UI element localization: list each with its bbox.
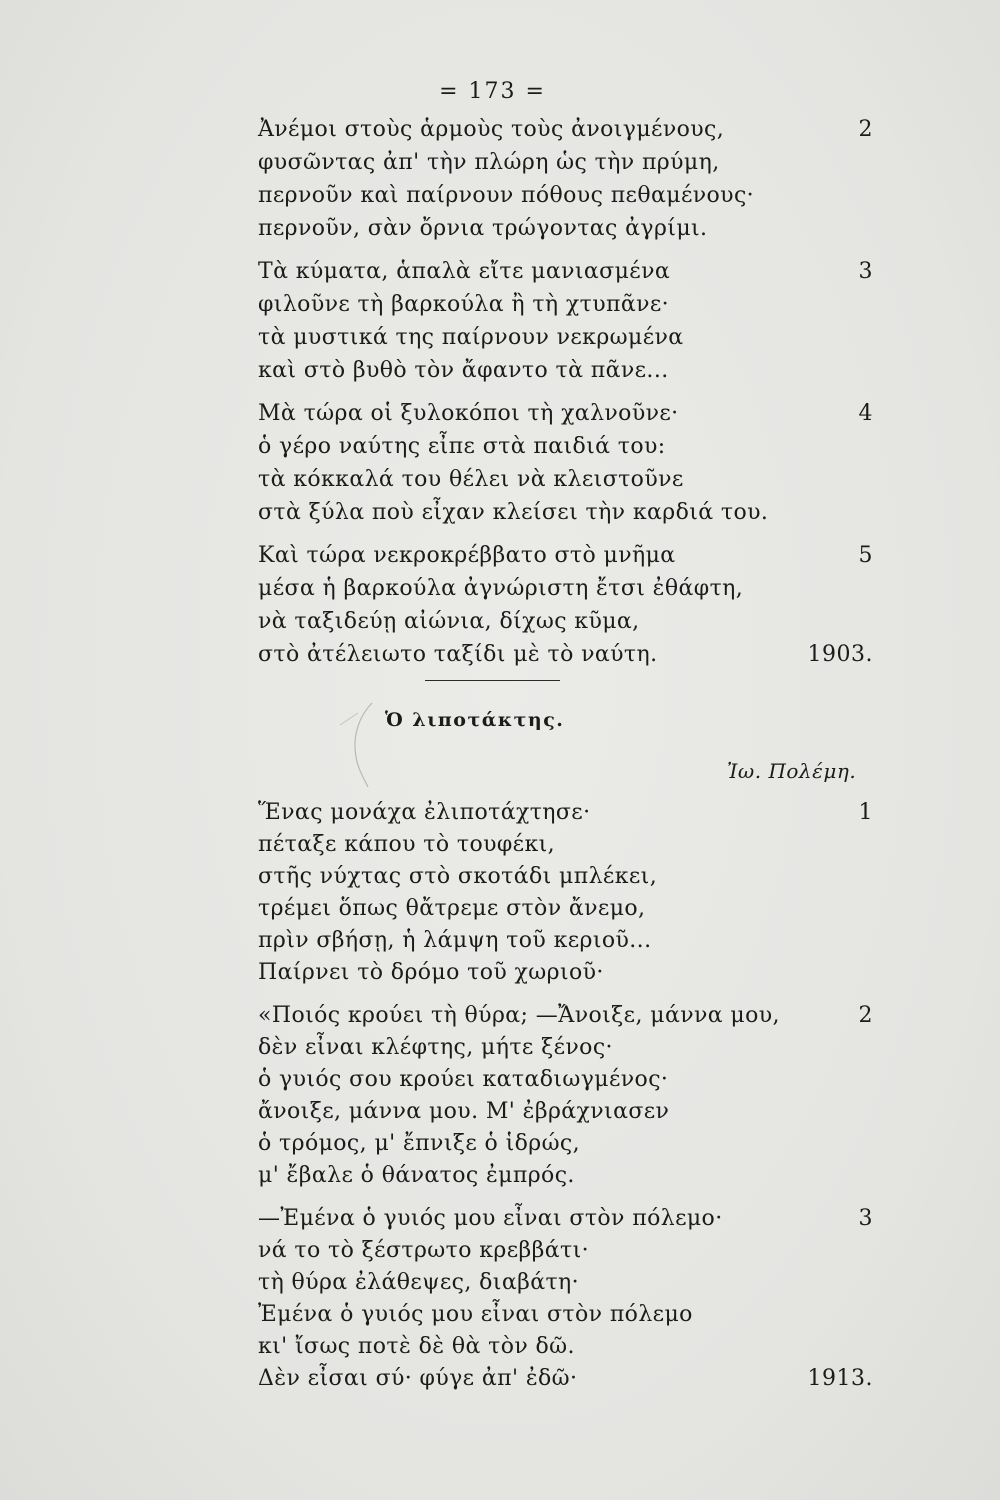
verse-text: περνοῦν, σὰν ὄρνια τρώγοντας ἀγρίμι. xyxy=(258,216,708,241)
verse-text: ὁ τρόμος, μ' ἔπνιξε ὁ ἱδρώς, xyxy=(258,1131,581,1156)
verse-line xyxy=(258,113,873,146)
verse-line xyxy=(258,1363,873,1395)
verse-text: φυσῶντας ἀπ' τὴν πλώρη ὡς τὴν πρύμη, xyxy=(258,150,720,175)
poem-author: Ἰω. Πολέμη. xyxy=(727,759,857,783)
verse-line xyxy=(258,925,873,957)
verse-line xyxy=(258,1267,873,1299)
verse-text: τὴ θύρα ἐλάθεψες, διαβάτη· xyxy=(258,1270,579,1295)
verse-text: ὁ γέρο ναύτης εἶπε στὰ παιδιά του: xyxy=(258,434,666,459)
verse-line xyxy=(258,1299,873,1331)
verse-text: Παίρνει τὸ δρόμο τοῦ χωριοῦ· xyxy=(258,960,604,985)
stanza-number: 2 xyxy=(858,1003,873,1028)
poem-title: Ὁ λιποτάκτης. xyxy=(385,709,565,731)
verse-line xyxy=(258,255,873,288)
verse-line xyxy=(258,179,873,212)
verse-line xyxy=(258,212,873,245)
stanza xyxy=(258,113,873,245)
poem-continuation xyxy=(258,113,873,671)
verse-line xyxy=(258,463,873,496)
verse-line xyxy=(258,1203,873,1235)
verse-text: —Ἐμένα ὁ γυιός μου εἶναι στὸν πόλεμο· xyxy=(258,1206,723,1231)
verse-text: Καὶ τώρα νεκροκρέββατο στὸ μνῆμα xyxy=(258,543,676,568)
verse-line xyxy=(258,1235,873,1267)
verse-text: φιλοῦνε τὴ βαρκούλα ἢ τὴ χτυπᾶνε· xyxy=(258,292,670,317)
verse-line xyxy=(258,1160,873,1192)
verse-text: στῆς νύχτας στὸ σκοτάδι μπλέκει, xyxy=(258,864,658,889)
verse-line xyxy=(258,572,873,605)
verse-line xyxy=(258,146,873,179)
verse-text: τὰ μυστικά της παίρνουν νεκρωμένα xyxy=(258,325,684,350)
stanza-number: 5 xyxy=(858,543,873,568)
verse-line xyxy=(258,397,873,430)
verse-line xyxy=(258,861,873,893)
verse-line xyxy=(258,496,873,529)
verse-text: πρὶν σβήσῃ, ἡ λάμψη τοῦ κεριοῦ... xyxy=(258,928,652,953)
verse-line xyxy=(258,1096,873,1128)
verse-text: μέσα ἡ βαρκούλα ἀγνώριστη ἔτσι ἐθάφτη, xyxy=(258,576,744,601)
stanza xyxy=(258,539,873,671)
verse-line xyxy=(258,797,873,829)
verse-line xyxy=(258,893,873,925)
verse-line xyxy=(258,354,873,387)
verse-text: ὁ γυιός σου κρούει καταδιωγμένος· xyxy=(258,1067,669,1092)
verse-line xyxy=(258,321,873,354)
verse-line xyxy=(258,1032,873,1064)
verse-line xyxy=(258,829,873,861)
stanza xyxy=(258,397,873,529)
verse-text: Δὲν εἶσαι σύ· φύγε ἀπ' ἐδῶ· xyxy=(258,1366,578,1391)
verse-text: κι' ἴσως ποτὲ δὲ θὰ τὸν δῶ. xyxy=(258,1334,575,1359)
verse-text: νά το τὸ ξέστρωτο κρεββάτι· xyxy=(258,1238,589,1263)
verse-text: πέταξε κάπου τὸ τουφέκι, xyxy=(258,832,556,857)
poem-deserter xyxy=(258,797,873,1395)
verse-line xyxy=(258,957,873,989)
stanza xyxy=(258,1203,873,1395)
verse-text: Μὰ τώρα οἱ ξυλοκόποι τὴ χαλνοῦνε· xyxy=(258,401,679,426)
pencil-mark xyxy=(330,695,390,795)
verse-line xyxy=(258,539,873,572)
verse-text: Ἀνέμοι στοὺς ἁρμοὺς τοὺς ἀνοιγμένους, xyxy=(258,117,725,142)
stanza-number: 3 xyxy=(858,259,873,284)
stanza-number: 4 xyxy=(858,401,873,426)
verse-text: Τὰ κύματα, ἁπαλὰ εἴτε μανιασμένα xyxy=(258,259,671,284)
verse-text: δὲν εἶναι κλέφτης, μήτε ξένος· xyxy=(258,1035,613,1060)
page-number: = 173 = xyxy=(439,79,546,104)
verse-text: τὰ κόκκαλά του θέλει νὰ κλειστοῦνε xyxy=(258,467,684,492)
stanza xyxy=(258,1000,873,1192)
stanza-number: 2 xyxy=(858,117,873,142)
verse-line xyxy=(258,430,873,463)
verse-line xyxy=(258,605,873,638)
verse-text: νὰ ταξιδεύῃ αἰώνια, δίχως κῦμα, xyxy=(258,609,640,634)
stanza xyxy=(258,797,873,989)
verse-text: Ἕνας μονάχα ἐλιποτάχτησε· xyxy=(258,800,591,825)
verse-line xyxy=(258,288,873,321)
verse-text: Ἐμένα ὁ γυιός μου εἶναι στὸν πόλεμο xyxy=(258,1302,693,1327)
stanza-number: 3 xyxy=(858,1206,873,1231)
verse-line xyxy=(258,1331,873,1363)
verse-text: στὰ ξύλα ποὺ εἶχαν κλείσει τὴν καρδιά του. xyxy=(258,500,769,525)
section-divider xyxy=(425,680,560,681)
poem-date: 1903. xyxy=(807,642,873,667)
verse-line xyxy=(258,1128,873,1160)
verse-text: τρέμει ὅπως θἄτρεμε στὸν ἄνεμο, xyxy=(258,896,646,921)
verse-text: περνοῦν καὶ παίρνουν πόθους πεθαμένους· xyxy=(258,183,755,208)
verse-text: «Ποιός κρούει τὴ θύρα; —Ἄνοιξε, μάννα μου, xyxy=(258,1003,780,1028)
stanza-number: 1 xyxy=(858,800,873,825)
verse-line xyxy=(258,1064,873,1096)
stanza xyxy=(258,255,873,387)
verse-text: στὸ ἀτέλειωτο ταξίδι μὲ τὸ ναύτη. xyxy=(258,642,658,667)
verse-text: μ' ἔβαλε ὁ θάνατος ἐμπρός. xyxy=(258,1163,575,1188)
verse-line xyxy=(258,1000,873,1032)
poem-date: 1913. xyxy=(807,1366,873,1391)
verse-text: καὶ στὸ βυθὸ τὸν ἄφαντο τὰ πᾶνε... xyxy=(258,358,669,383)
verse-line xyxy=(258,638,873,671)
verse-text: ἄνοιξε, μάννα μου. Μ' ἐβράχνιασεν xyxy=(258,1099,670,1124)
